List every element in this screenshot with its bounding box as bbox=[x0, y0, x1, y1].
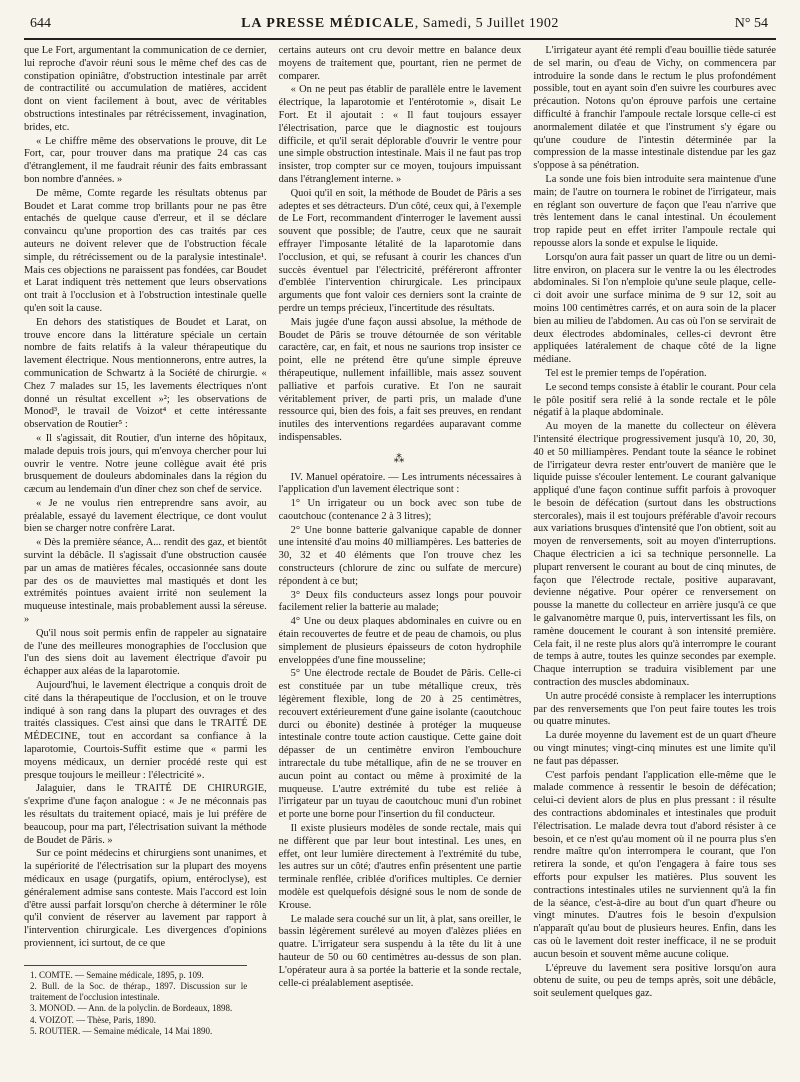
paragraph: L'épreuve du lavement sera positive lorsqu'on aura obtenu de suite, ou peu de temps après, soit une débâcle, soit seulement quelques gaz. bbox=[533, 962, 777, 1000]
paragraph: Jalaguier, dans le TRAITÉ DE CHIRURGIE, s'exprime d'une façon analogue : « Je ne méconnais pas les résultats du traitement opiacé, mais je lui préfère de beaucoup, pour ma part, l'électrisation suivant la méthode de Boudet de Pâris. » bbox=[24, 783, 267, 846]
paragraph: que Le Fort, argumentant la communication de ce dernier, lui reproche d'avoir réuni sous le même chef des cas de constipation opiniâtre, d'obstruction intestinale par arrêt de contractilité ou accumulation de matières, accident dont on vient facilement à bout, avec de véritables obstructions intestinales par rétrécissement, invagination, brides, etc. bbox=[24, 45, 267, 133]
footnote: 3. MONOD. — Ann. de la polyclin. de Bordeaux, 1898. bbox=[30, 1003, 233, 1014]
list-item: 3° Deux fils conducteurs assez longs pour pouvoir facilement relier la batterie au malade; bbox=[278, 589, 522, 614]
paragraph: C'est parfois pendant l'application elle-même que le malade commence à ressentir le besoin de défécation; celui-ci devient alors de plus en plus pressant : il résulte des contractions abdominales et intestinales que produit l'électrisation. Le malade devra tout d'abord résister à ce besoin, et ce n'est qu'au moment où il ne pourra plus s'en rendre maître qu'on interrompera le courant, que l'on retirera la sonde, et qu'on l'engagera à faire tous ses efforts pour expulser les matières. Plus souvent les contractions intestinales utiles ne surviennent qu'à la fin de la séance, c'est-à-dire au bout d'un quart d'heure ou vingt minutes. D'autres fois le besoin d'expulsion n'apparaît qu'au bout de plusieurs heures. Enfin, dans les cas où le lavement doit rester inefficace, il ne se produit aucun besoin et souvent même aucune colique. bbox=[533, 769, 777, 960]
column-3 bbox=[533, 45, 776, 1037]
paragraph: Quoi qu'il en soit, la méthode de Boudet de Pâris a ses adeptes et ses détracteurs. D'un côté, ceux qui, à l'exemple de Le Fort, recommandent d'interroger le lavement aussi souvent que possible; de l'autre, ceux que ne saurait effrayer l'imposante létalité de la laparotomie dans l'occlusion, et qui, se refusant à courir les chances d'un succès éventuel par l'électricité, préféreront affronter d'emblée l'intervention chirurgicale. Les principaux arguments que font valoir ces derniers sont la crainte de perdre un temps précieux, l'incertitude des résultats. bbox=[278, 187, 522, 314]
column-2 bbox=[279, 45, 522, 1037]
paragraph: Tel est le premier temps de l'opération. bbox=[545, 367, 707, 379]
paragraph: La sonde une fois bien introduite sera maintenue d'une main; de l'autre on tournera le robinet de l'irrigateur, mais en réglant son ouverture de façon que l'eau n'arrive que très lentement dans le canal intestinal. Un écoulement trop rapide peut en effet irriter l'ampoule rectale qui repousse alors la sonde et expulse le liquide. bbox=[533, 173, 777, 249]
section-heading-paragraph: IV. Manuel opératoire. — Les intruments nécessaires à l'application d'un lavement électrique sont : bbox=[278, 471, 522, 496]
paragraph: Aujourd'hui, le lavement électrique a conquis droit de cité dans la thérapeutique de l'occlusion, et on le trouve indiqué à son rang dans la plupart des ouvrages et des traités classiques. C'est ainsi que dans le TRAITÉ DE MÉDECINE, tout en accordant sa confiance à la laparotomie, Courtois-Suffit estime que « parmi les moyens médicaux, un dernier procédé reste qui est presque toujours le meilleur : l'électricité ». bbox=[24, 680, 267, 781]
paragraph: Sur ce point médecins et chirurgiens sont unanimes, et la supériorité de l'électrisation sur la plupart des moyens médicaux en usage (purgatifs, opium, entéroclyse), est généralement admise sans conteste. Mais l'accord est loin d'être aussi parfait lorsqu'on cherche à déterminer le rôle qu'il convient de réserver au lavement par rapport à l'intervention chirurgicale. Les divergences d'opinions proviennent, ici surtout, de ce que bbox=[24, 848, 267, 949]
article-columns bbox=[24, 45, 776, 1037]
paragraph: En dehors des statistiques de Boudet et Larat, on trouve encore dans la littérature spéciale un certain nombre de faits relatifs à la valeur thérapeutique du lavement électrique. Nous mentionnerons, entre autres, la communication de Schwartz à la Société de chirurgie. « Chez 7 malades sur 15, les lavements électriques n'ont donné un résultat excellent »²; les observations de Monod³, le travail de Voizot⁴ et cette intéressante observation de Routier⁵ : bbox=[24, 316, 267, 431]
footnotes bbox=[24, 965, 247, 1037]
list-item: 1° Un irrigateur ou un bock avec son tube de caoutchouc (contenance 2 à 3 litres); bbox=[278, 498, 522, 522]
paragraph: Au moyen de la manette du collecteur on élèvera l'intensité électrique progressivement jusqu'à 10, 20, 30, 40 et 50 milliampères. Pendant toute la séance le robinet de l'irrigateur devra rester entr'ouvert de manière que le liquide puisse s'écouler lentement. Le courant galvanique appliqué d'une façon continue suffit parfois à provoquer le besoin de défécation (surtout dans les obstructions stercorales), mais il est toujours préférable d'avoir recours aux variations brusques d'intensité que l'on obtient, soit au moyen de renversements, soit au moyen d'interruptions. Chaque électricien a ici sa technique personnelle. La plupart renversent le courant au bout de cinq minutes, de façon que l'électrode rectale, positive auparavant, devienne négative. Pour opérer ce renversement on pousse la manette du collecteur en arrière jusqu'à ce que le galvanomètre marque 0, puis, intervertissant les fils, on ramène doucement le courant à son intensité première. Cela fait, il ne reste plus alors qu'à interrompre le courant de temps à autre, toutes les quinze secondes par exemple. Chaque interruption se traduira visiblement par une contraction des muscles abdominaux. bbox=[533, 421, 777, 689]
header-rule bbox=[24, 38, 776, 40]
footnote: 2. Bull. de la Soc. de thérap., 1897. Discussion sur le traitement de l'occlusion intestinale. bbox=[30, 980, 248, 1003]
paragraph: L'irrigateur ayant été rempli d'eau bouillie tiède saturée de sel marin, ou d'eau de Vichy, on commencera par introduire la sonde dans le rectum le plus profondément possible, tout en ayant soin d'en suivre les courbures avec précaution. Notons qu'on éprouve parfois une certaine difficulté à franchir l'ampoule rectale lorsque celle-ci est anormalement dilatée et que l'instrument s'y égare ou qu'une coudure de l'intestin déterminée par la compression de la masse intestinale distendue par les gaz s'oppose à sa pénétration. bbox=[533, 45, 777, 172]
issue-number: N° 54 bbox=[734, 16, 768, 31]
footnote: 4. VOIZOT. — Thèse, Paris, 1890. bbox=[30, 1014, 156, 1025]
paragraph: Un autre procédé consiste à remplacer les interruptions par des renversements que l'on peut faire toutes les trois ou quatre minutes. bbox=[533, 690, 777, 728]
paragraph: Qu'il nous soit permis enfin de rappeler au signataire de l'une des meilleures monographies de l'occlusion que l'un des siens doit au lavement électrique d'avoir pu échapper aux aléas de la laparotomie. bbox=[24, 627, 267, 678]
section-separator-asterism: ⁂ bbox=[393, 452, 407, 465]
paragraph: certains auteurs ont cru devoir mettre en balance deux moyens de traitement que, pourtant, rien ne permet de comparer. bbox=[278, 45, 522, 82]
paragraph: « On ne peut pas établir de parallèle entre le lavement électrique, la laparotomie et l'entérotomie », disait Le Fort. Et il ajoutait : « Il faut toujours essayer l'électrisation, parce que le diagnostic est toujours difficile, et qu'il serait déplorable d'ouvrir le ventre pour une simple obstruction intestinale. Mais il ne faut pas trop insister, trop compter sur ce moyen, toujours impuissant dans l'étranglement interne. » bbox=[278, 84, 522, 185]
column-1 bbox=[24, 45, 267, 1037]
list-item: 2° Une bonne batterie galvanique capable de donner une intensité d'au moins 40 milliampères. Les batteries de 30, 32 et 40 éléments que l'on trouve chez les constructeurs (chlorure de zinc ou sulfate de mercure) répondent à ce but; bbox=[278, 524, 522, 587]
paragraph: Il existe plusieurs modèles de sonde rectale, mais qui ne diffèrent que par leur bout intestinal. Les unes, en effet, ont leur lumière directement à l'extrémité du tube, les autres sur un côté; d'autres enfin présentent une partie terminale renflée, criblée d'orifices multiples. Ce dernier modèle est quelquefois désigné sous le nom de sonde de Krouse. bbox=[278, 823, 522, 911]
paragraph: La durée moyenne du lavement est de un quart d'heure ou vingt minutes; vingt-cinq minutes est une limite qu'il ne faut pas dépasser. bbox=[533, 730, 777, 767]
paragraph: Le second temps consiste à établir le courant. Pour cela le pôle positif sera relié à la sonde rectale et le pôle négatif à la plaque abdominale. bbox=[533, 381, 777, 419]
paragraph: « Je ne voulus rien entreprendre sans avoir, au préalable, essayé du lavement électrique, ce dont voulut bien se charger notre confrère Larat. bbox=[24, 497, 267, 535]
paragraph: « Il s'agissait, dit Routier, d'un interne des hôpitaux, malade depuis trois jours, qui m'envoya chercher pour lui ouvrir le ventre. Notre jeune collègue avait été pris brusquement de douleurs abdominales dans la région du cæcum au lendemain d'un dîner chez son chef de service. bbox=[24, 432, 267, 496]
list-item: 5° Une électrode rectale de Boudet de Pâris. Celle-ci est constituée par un tube métallique creux, très légèrement flexible, long de 20 à 25 centimètres, recouvert extérieurement d'une gaine isolante (caoutchouc durci ou ébonite) destinée à protéger la muqueuse intestinale contre toute action caustique. Cette gaine doit dépasser de un centimètre environ l'embouchure intrarectale du tube métallique, afin de ne se trouver en aucun point au contact ou même à proximité de la muqueuse. L'autre extrémité du tube est reliée à l'irrigateur par un tuyau de caoutchouc muni d'un robinet et porte une borne pour l'insertion du fil conducteur. bbox=[278, 668, 522, 821]
paragraph: Le malade sera couché sur un lit, à plat, sans oreiller, le bassin légèrement surélevé au moyen d'alèzes pliées en quatre. L'irrigateur sera suspendu à la tête du lit à une hauteur de 50 ou 60 centimètres au-dessus de son plan. L'opérateur aura à sa portée la batterie et la sonde rectale, celle-ci préalablement aseptisée. bbox=[278, 913, 522, 989]
paragraph: « Dès la première séance, A... rendit des gaz, et bientôt survint la débâcle. Il s'agissait d'une obstruction causée par un amas de matières fécales, occasionnée sans doute par des os de mauviettes mal mastiqués et dont les extrémités pointues avaient irrité non seulement la muqueuse intestinale, mais probablement aussi la séreuse. » bbox=[24, 537, 267, 626]
journal-title: LA PRESSE MÉDICALE bbox=[241, 16, 415, 31]
page-header bbox=[24, 14, 776, 36]
issue-date: , Samedi, 5 Juillet 1902 bbox=[414, 16, 559, 31]
footnote: 5. ROUTIER. — Semaine médicale, 14 Mai 1890. bbox=[30, 1025, 213, 1036]
masthead bbox=[24, 16, 776, 32]
paragraph: Lorsqu'on aura fait passer un quart de litre ou un demi-litre environ, on placera sur le ventre la ou les électrodes abdominales. Si l'on n'emploie qu'une seule plaque, celle-ci doit avoir une surface minima de 9 sur 12, soit au moins 100 centimètres carrés, et on aura soin de la placer bien au milieu de l'abdomen. Au cas où l'on se servirait de deux électrodes abdominales, celles-ci devront être appliquées latéralement de chaque côté de la ligne médiane. bbox=[533, 251, 777, 366]
paragraph: Mais jugée d'une façon aussi absolue, la méthode de Boudet de Pâris se trouve détournée de son véritable caractère, car, en fait, et nous ne saurions trop insister ce point, elle ne prétend être qu'une simple épreuve thérapeutique, nullement infaillible, mais assez souvent palliative et parfois curative. Et l'on ne saurait véritablement priver, de parti pris, un malade d'une ressource qui, bien des fois, a fait ses preuves, en rendant inutiles des interventions regardées auparavant comme indispensables. bbox=[278, 316, 522, 443]
page-number: 644 bbox=[30, 16, 51, 31]
paragraph: « Le chiffre même des observations le prouve, dit Le Fort, car, pour trouver dans ma pratique 24 cas cas d'étranglement, il me faudrait réunir des faits embrassant bon nombre d'années. » bbox=[24, 135, 267, 185]
footnote: 1. COMTE. — Semaine médicale, 1895, p. 109. bbox=[30, 969, 204, 980]
paragraph: De même, Comte regarde les résultats obtenus par Boudet et Larat comme trop brillants pour ne pas être entachés de quelque cause d'erreur, et il se déclare convaincu qu'une proportion des cas traités par ces auteurs ne doivent relever que de l'obstruction fécale simple, du rétrécissement ou de la paralysie intestinale¹. Mais ces objections ne paraissent pas fondées, car Boudet et Larat indiquent très nettement que leurs observations ont trait à l'occlusion et à l'obstruction intestinale quelle qu'en soit la cause. bbox=[24, 187, 267, 314]
list-item: 4° Une ou deux plaques abdominales en cuivre ou en étain recouvertes de feutre et de peau de chamois, ou plus simplement de plusieurs épaisseurs de coton hydrophile enveloppées d'une fine mousseline; bbox=[278, 616, 522, 666]
